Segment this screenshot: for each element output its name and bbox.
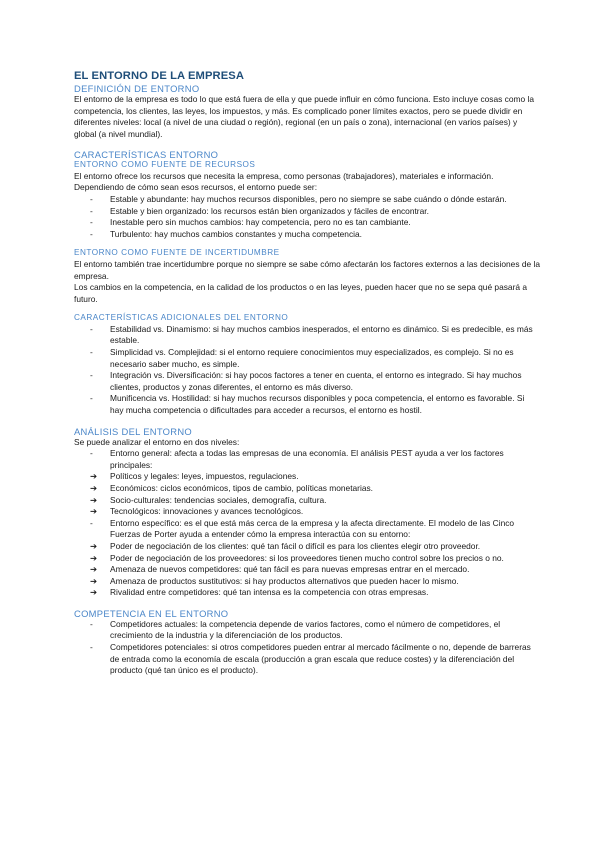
list-marker: - — [90, 517, 93, 528]
list-item — [90, 347, 540, 370]
list-item — [90, 553, 540, 565]
analisis-list — [74, 448, 540, 599]
list-item-text: Rivalidad entre competidores: qué tan intensa es la competencia con otras empresas. — [110, 587, 429, 598]
subheading-recursos: ENTORNO COMO FUENTE DE RECURSOS — [74, 160, 256, 170]
dash-marker: - — [90, 323, 93, 334]
list-item-text: Políticos y legales: leyes, impuestos, regulaciones. — [110, 471, 299, 482]
list-item — [90, 619, 540, 642]
list-item — [90, 324, 540, 347]
arrow-icon: ➔ — [90, 587, 98, 598]
incertidumbre-text-1: El entorno también trae incertidumbre porque no siempre se sabe cómo afectarán los factores externos a las decisiones de la empresa. — [74, 258, 540, 281]
arrow-icon: ➔ — [90, 471, 98, 482]
list-item-text: Estable y abundante: hay muchos recursos disponibles, pero no siempre se sabe cuándo o dónde estarán. — [110, 194, 507, 205]
list-item — [90, 576, 540, 588]
list-item — [90, 393, 540, 416]
dash-marker: - — [90, 205, 93, 216]
list-item — [90, 564, 540, 576]
dash-marker: - — [90, 194, 93, 205]
list-item-text: Inestable pero sin muchos cambios: hay competencia, pero no es tan cambiante. — [110, 217, 411, 228]
list-item-text: Turbulento: hay muchos cambios constantes y mucha competencia. — [110, 228, 362, 239]
subheading-incertidumbre: ENTORNO COMO FUENTE DE INCERTIDUMBRE — [74, 248, 280, 258]
dash-marker: - — [90, 370, 93, 381]
dash-marker: - — [90, 228, 93, 239]
list-item-text: Socio-culturales: tendencias sociales, demografía, cultura. — [110, 494, 327, 505]
list-item-text: Amenaza de productos sustitutivos: si hay productos alternativos que pueden hacer lo mismo. — [110, 575, 459, 586]
list-item — [90, 483, 540, 495]
analisis-text: Se puede analizar el entorno en dos niveles: — [74, 436, 240, 447]
arrow-icon: ➔ — [90, 482, 98, 493]
list-item — [90, 518, 540, 541]
list-item — [90, 217, 540, 229]
list-item-text: Estable y bien organizado: los recursos están bien organizados y fáciles de encontrar. — [110, 205, 429, 216]
list-item — [90, 541, 540, 553]
arrow-icon: ➔ — [90, 506, 98, 517]
list-item — [90, 506, 540, 518]
heading-caracteristicas: CARACTERÍSTICAS ENTORNO — [74, 149, 219, 161]
list-item-text: Competidores potenciales: si otros competidores pueden entrar al mercado fácilmente o no, depende de barreras de entrada como la economía de escala (producción a gran escala que reduce costes) y la diferenciación del producto (qué tan único es el producto). — [110, 642, 531, 676]
list-item — [90, 587, 540, 599]
competencia-list — [74, 619, 540, 677]
heading-definicion: DEFINICIÓN DE ENTORNO — [74, 83, 200, 94]
list-item — [90, 370, 540, 393]
list-item — [90, 642, 540, 677]
heading-analisis: ANÁLISIS DEL ENTORNO — [74, 425, 193, 437]
list-item-text: Amenaza de nuevos competidores: qué tan fácil es para nuevas empresas entrar en el mercado. — [110, 564, 470, 575]
subheading-adicionales: CARACTERÍSTICAS ADICIONALES DEL ENTORNO — [74, 313, 289, 323]
list-item-text: Tecnológicos: innovaciones y avances tecnológicos. — [110, 506, 304, 517]
dash-marker: - — [90, 618, 93, 629]
dash-marker: - — [90, 642, 93, 653]
list-item-text: Integración vs. Diversificación: si hay pocos factores a tener en cuenta, el entorno es integrado. Si hay muchos clientes, productos y zonas diferentes, el entorno es más diverso. — [110, 370, 522, 392]
dash-marker: - — [90, 347, 93, 357]
list-item — [90, 229, 540, 241]
dash-marker: - — [90, 393, 93, 404]
list-item-text: Estabilidad vs. Dinamismo: si hay muchos cambios inesperados, el entorno es dinámico. Si es predecible, es más estable. — [110, 323, 533, 346]
list-item — [90, 194, 540, 206]
adicionales-list — [74, 324, 540, 417]
arrow-icon: ➔ — [90, 540, 98, 551]
dash-marker: - — [90, 217, 93, 228]
arrow-icon: ➔ — [90, 494, 98, 505]
arrow-icon: ➔ — [90, 552, 98, 563]
list-item — [90, 448, 540, 471]
list-item-text: Munificencia vs. Hostilidad: si hay muchos recursos disponibles y poca competencia, el entorno es favorable. Si hay mucha competencia o dificultades para acceder a recursos, el entorno es hostil. — [110, 393, 525, 415]
arrow-icon: ➔ — [90, 564, 98, 575]
list-item-text: Poder de negociación de los proveedores: si los proveedores tienen mucho control sobre los precios o no. — [110, 552, 504, 563]
list-item-text: Económicos: ciclos económicos, tipos de cambio, políticas monetarias. — [110, 482, 373, 493]
recursos-list — [74, 194, 540, 240]
list-item — [90, 471, 540, 483]
arrow-icon: ➔ — [90, 575, 98, 586]
list-item-text: Poder de negociación de los clientes: qué tan fácil o difícil es para los clientes elegir otro proveedor. — [110, 540, 481, 551]
list-item — [90, 495, 540, 507]
list-marker: - — [90, 448, 93, 459]
document-title: EL ENTORNO DE LA EMPRESA — [74, 70, 245, 82]
recursos-text: El entorno ofrece los recursos que necesita la empresa, como personas (trabajadores), materiales e información. Dependiendo de cómo sean esos recursos, el entorno puede ser: — [74, 170, 494, 193]
list-item-text: Entorno general: afecta a todas las empresas de una economía. El análisis PEST ayuda a ver los factores principales: — [110, 448, 504, 470]
definicion-text: El entorno de la empresa es todo lo que está fuera de ella y que puede influir en cómo funciona. Esto incluye cosas como la competencia, los clientes, las leyes, los impuestos, y más. Es complicado poner límites exactos, pero se puede dividir en diferentes niveles: local (a nivel de una ciudad o región), regional (en un país o zona), internacional (en varios países) y global (a nivel mundial). — [74, 94, 534, 139]
list-item — [90, 206, 540, 218]
heading-competencia: COMPETENCIA EN EL ENTORNO — [74, 607, 229, 619]
list-item-text: Simplicidad vs. Complejidad: si el entorno requiere conocimientos muy especializados, es complejo. Si no es necesario saber mucho, es simple. — [110, 347, 514, 369]
incertidumbre-text-2: Los cambios en la competencia, en la calidad de los productos o en las leyes, pueden hacer que no se sepa qué pasará a futuro. — [74, 282, 528, 304]
list-item-text: Competidores actuales: la competencia depende de varios factores, como el número de competidores, el crecimiento de la industria y la diferenciación de los productos. — [110, 618, 501, 641]
list-item-text: Entorno específico: es el que está más cerca de la empresa y la afecta directamente. El modelo de las Cinco Fuerzas de Porter ayuda a entender cómo la empresa interactúa con su entorno: — [110, 517, 515, 540]
